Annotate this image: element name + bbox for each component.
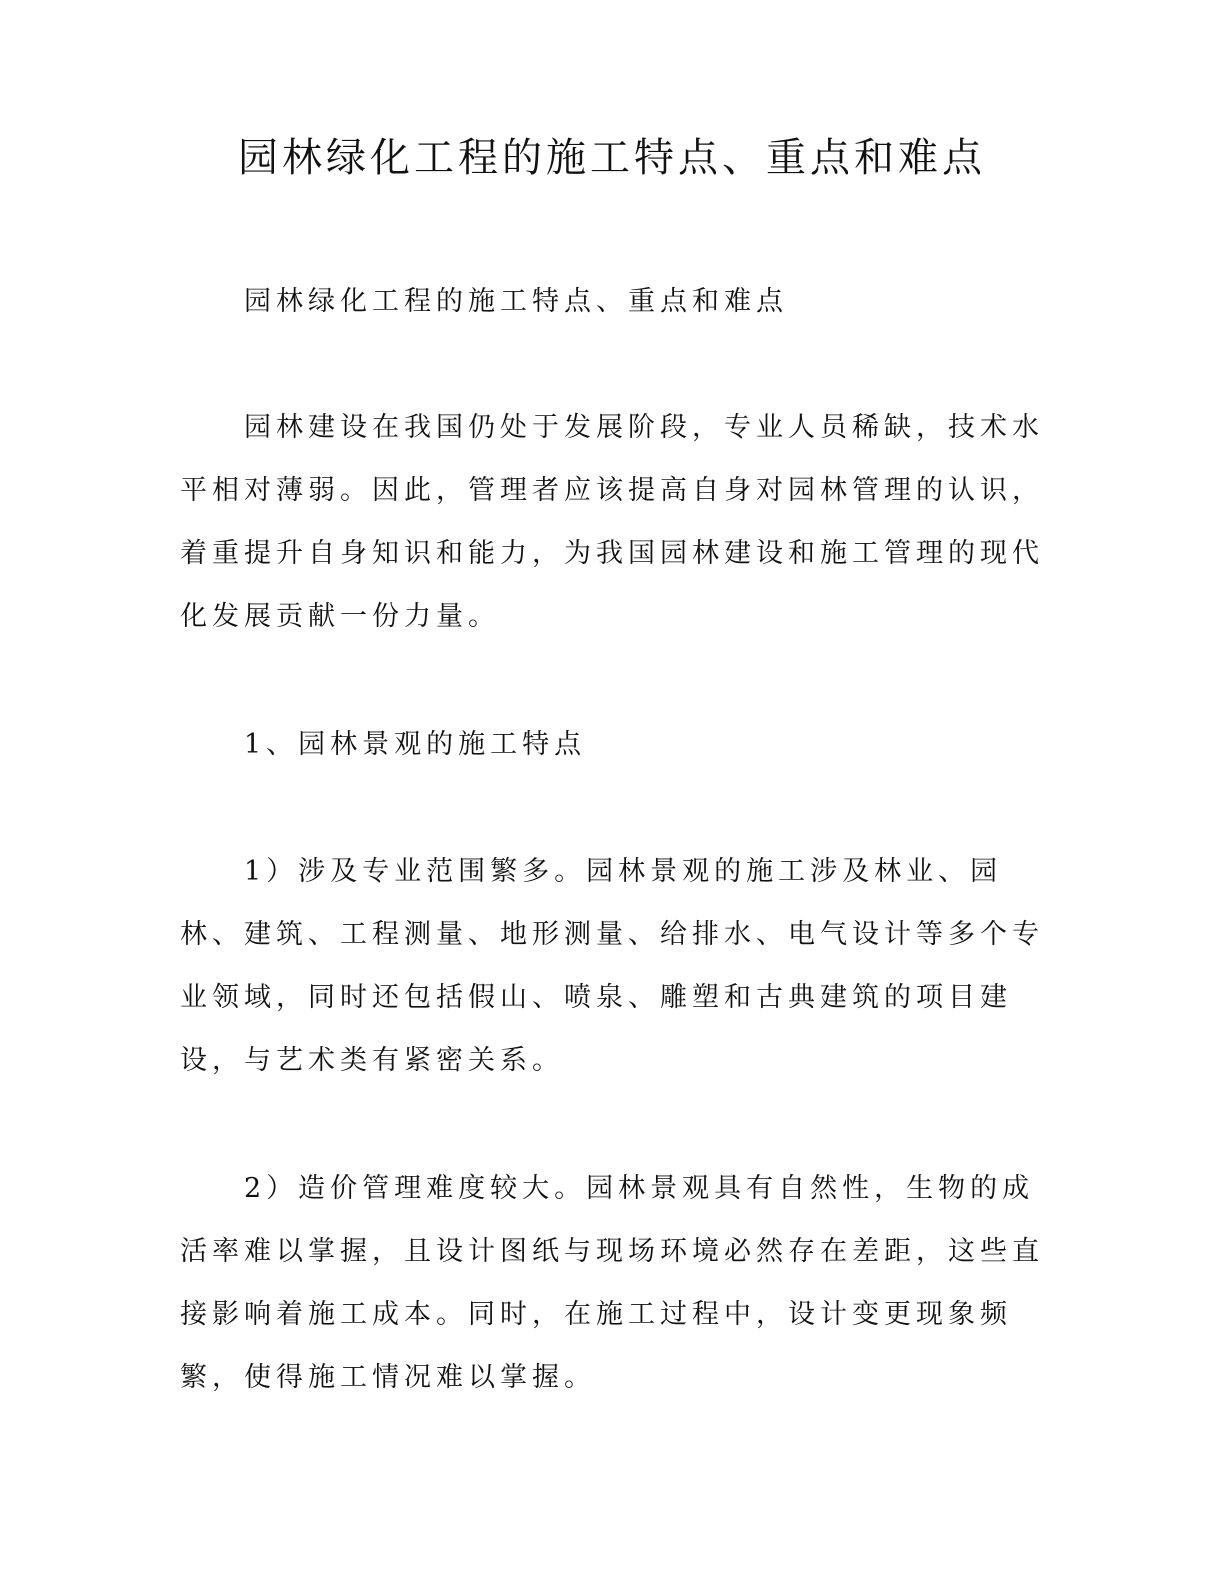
list-item: 2）造价管理难度较大。园林景观具有自然性，生物的成活率难以掌握，且设计图纸与现场环境必然存在差距，这些直接影响着施工成本。同时，在施工过程中，设计变更现象频繁，使得施工情况难以掌握。 — [180, 1173, 1044, 1393]
section-heading: 1、园林景观的施工特点 — [244, 729, 587, 760]
subtitle-paragraph: 园林绿化工程的施工特点、重点和难点 — [244, 286, 788, 317]
list-item: 1）涉及专业范围繁多。园林景观的施工涉及林业、园林、建筑、工程测量、地形测量、给排水、电气设计等多个专业领域，同时还包括假山、喷泉、雕塑和古典建筑的项目建设，与艺术类有紧密关系。 — [180, 856, 1044, 1076]
document-title: 园林绿化工程的施工特点、重点和难点 — [238, 135, 986, 181]
intro-paragraph: 园林建设在我国仍处于发展阶段，专业人员稀缺，技术水平相对薄弱。因此，管理者应该提高自身对园林管理的认识，着重提升自身知识和能力，为我国园林建设和施工管理的现代化发展贡献一份力量。 — [180, 412, 1044, 632]
